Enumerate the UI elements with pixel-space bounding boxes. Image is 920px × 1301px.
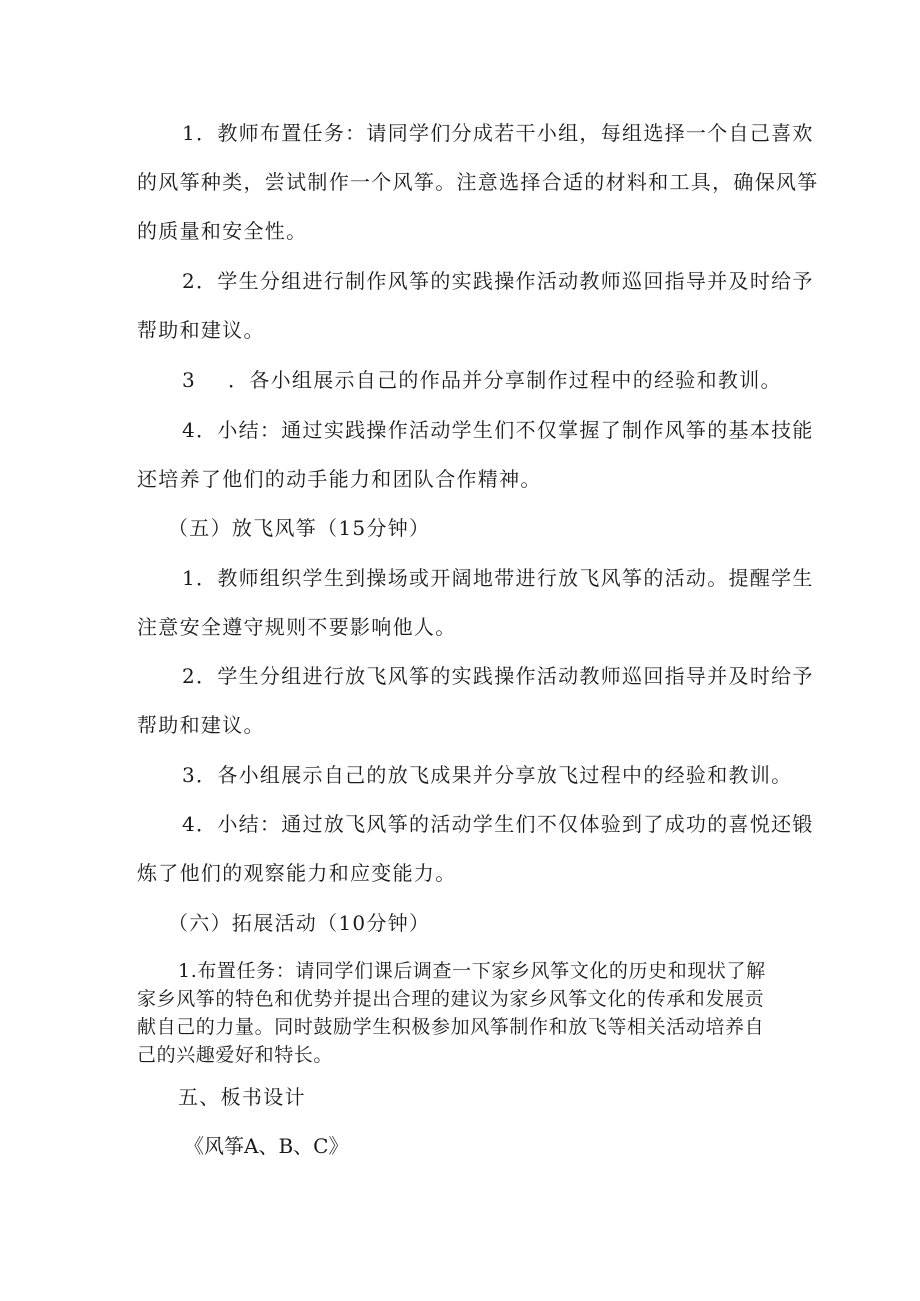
step1-line2: 的风筝种类，尝试制作一个风筝。注意选择合适的材料和工具，确保风筝 — [137, 170, 819, 194]
s6-task-line2: 家乡风筝的特色和优势并提出合理的建议为家乡风筝文化的传承和发展贡 — [137, 988, 765, 1010]
s5-step2-line1: 2．学生分组进行放飞风筝的实践操作活动教师巡回指导并及时给予 — [182, 664, 814, 688]
s5-step2-line2: 帮助和建议。 — [137, 713, 265, 737]
step1-line3: 的质量和安全性。 — [137, 219, 308, 243]
s6-task-line1: 1.布置任务：请同学们课后调查一下家乡风筝文化的历史和现状了解 — [178, 960, 766, 982]
step3-number: 3 — [182, 368, 197, 392]
s6-task-line3: 献自己的力量。同时鼓励学生积极参加风筝制作和放飞等相关活动培养自 — [137, 1016, 765, 1038]
step3-text: ．各小组展示自己的作品并分享制作过程中的经验和教训。 — [228, 368, 782, 392]
section5-heading: （五）放飞风筝（15分钟） — [168, 516, 431, 540]
s6-task-line4: 己的兴趣爱好和特长。 — [137, 1044, 334, 1066]
s5-step3-line1: 3．各小组展示自己的放飞成果并分享放飞过程中的经验和教训。 — [182, 763, 793, 787]
board-heading: 五、板书设计 — [178, 1085, 306, 1109]
board-title: 《风筝A、B、C》 — [184, 1134, 349, 1158]
step1-line1: 1．教师布置任务：请同学们分成若干小组，每组选择一个自己喜欢 — [182, 121, 814, 145]
s5-step1-line1: 1．教师组织学生到操场或开阔地带进行放飞风筝的活动。提醒学生 — [182, 566, 814, 590]
s5-step4-line1: 4．小结：通过放飞风筝的活动学生们不仅体验到了成功的喜悦还锻 — [182, 812, 814, 836]
step4-line2: 还培养了他们的动手能力和团队合作精神。 — [137, 467, 542, 491]
s5-step1-line2: 注意安全遵守规则不要影响他人。 — [137, 615, 457, 639]
s5-step4-line2: 炼了他们的观察能力和应变能力。 — [137, 861, 457, 885]
section6-heading: （六）拓展活动（10分钟） — [168, 911, 431, 935]
step2-line2: 帮助和建议。 — [137, 318, 265, 342]
step2-line1: 2．学生分组进行制作风筝的实践操作活动教师巡回指导并及时给予 — [182, 269, 814, 293]
step4-line1: 4．小结：通过实践操作活动学生们不仅掌握了制作风筝的基本技能 — [182, 418, 814, 442]
